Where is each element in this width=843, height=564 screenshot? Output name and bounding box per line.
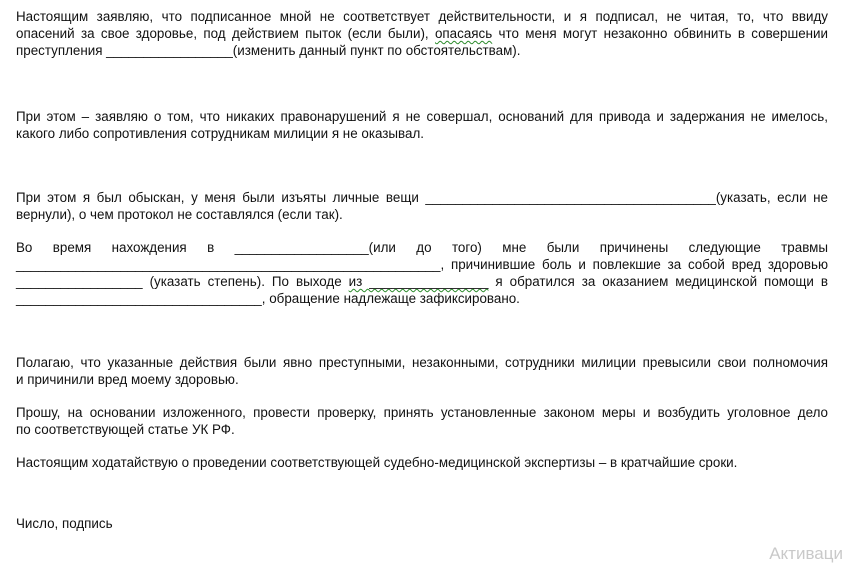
paragraph-4-line-3-start: _________________ (указать степень). По выходе (16, 274, 349, 289)
paragraph-4-line-1: Во время нахождения в __________________(или до того) мне были причинены следующие травмы (16, 240, 828, 255)
paragraph-3-line-1: При этом я был обыскан, у меня были изъяты личные вещи _______________________________________(указать, если не (16, 190, 828, 205)
spellcheck-underlined-word: из ________________ (348, 274, 489, 289)
paragraph-1-line-2-start: опасений за свое здоровье, под действием пыток (если были), (16, 26, 435, 41)
paragraph-2-line-2: какого либо сопротивления сотрудникам милиции я не оказывал. (16, 126, 424, 141)
paragraph-5-line-1: Полагаю, что указанные действия были явно преступными, незаконными, сотрудники милиции превысили свои полномочия (16, 355, 828, 370)
paragraph-1-line-1: Настоящим заявляю, что подписанное мной не соответствует действительности, и я подписал, не читая, то, что ввиду (16, 9, 828, 24)
paragraph-4-line-3-end: я обратился за оказанием медицинской помощи в (488, 274, 829, 289)
signature-line: Число, подпись (16, 516, 113, 531)
paragraph-2-line-1: При этом – заявляю о том, что никаких правонарушений я не совершал, оснований для привода и задержания не имелось, (16, 109, 828, 124)
paragraph-1-line-3: преступления _________________(изменить данный пункт по обстоятельствам). (16, 43, 521, 58)
spellcheck-underlined-word: опасаясь (434, 26, 493, 41)
paragraph-6-line-2: по соответствующей статье УК РФ. (16, 422, 235, 437)
paragraph-4-line-4: _________________________________, обращение надлежаще зафиксировано. (16, 291, 520, 306)
paragraph-3-line-2: вернули), о чем протокол не составлялся (если так). (16, 207, 343, 222)
paragraph-7-line-1: Настоящим ходатайствую о проведении соответствующей судебно-медицинской экспертизы – в кратчайшие сроки. (16, 455, 738, 470)
activation-watermark: Активаци (769, 544, 843, 563)
paragraph-1-line-2 (16, 25, 828, 42)
paragraph-4-line-3 (16, 273, 828, 290)
paragraph-4-line-2: _________________________________________________________, причинившие боль и повлекшие за собой вред здоровью (16, 257, 828, 272)
paragraph-5-line-2: и причинили вред моему здоровью. (16, 372, 239, 387)
paragraph-6-line-1: Прошу, на основании изложенного, провести проверку, принять установленные законом меры и возбудить уголовное дело (16, 405, 828, 420)
paragraph-1-line-2-end: что меня могут незаконно обвинить в совершении (492, 26, 828, 41)
